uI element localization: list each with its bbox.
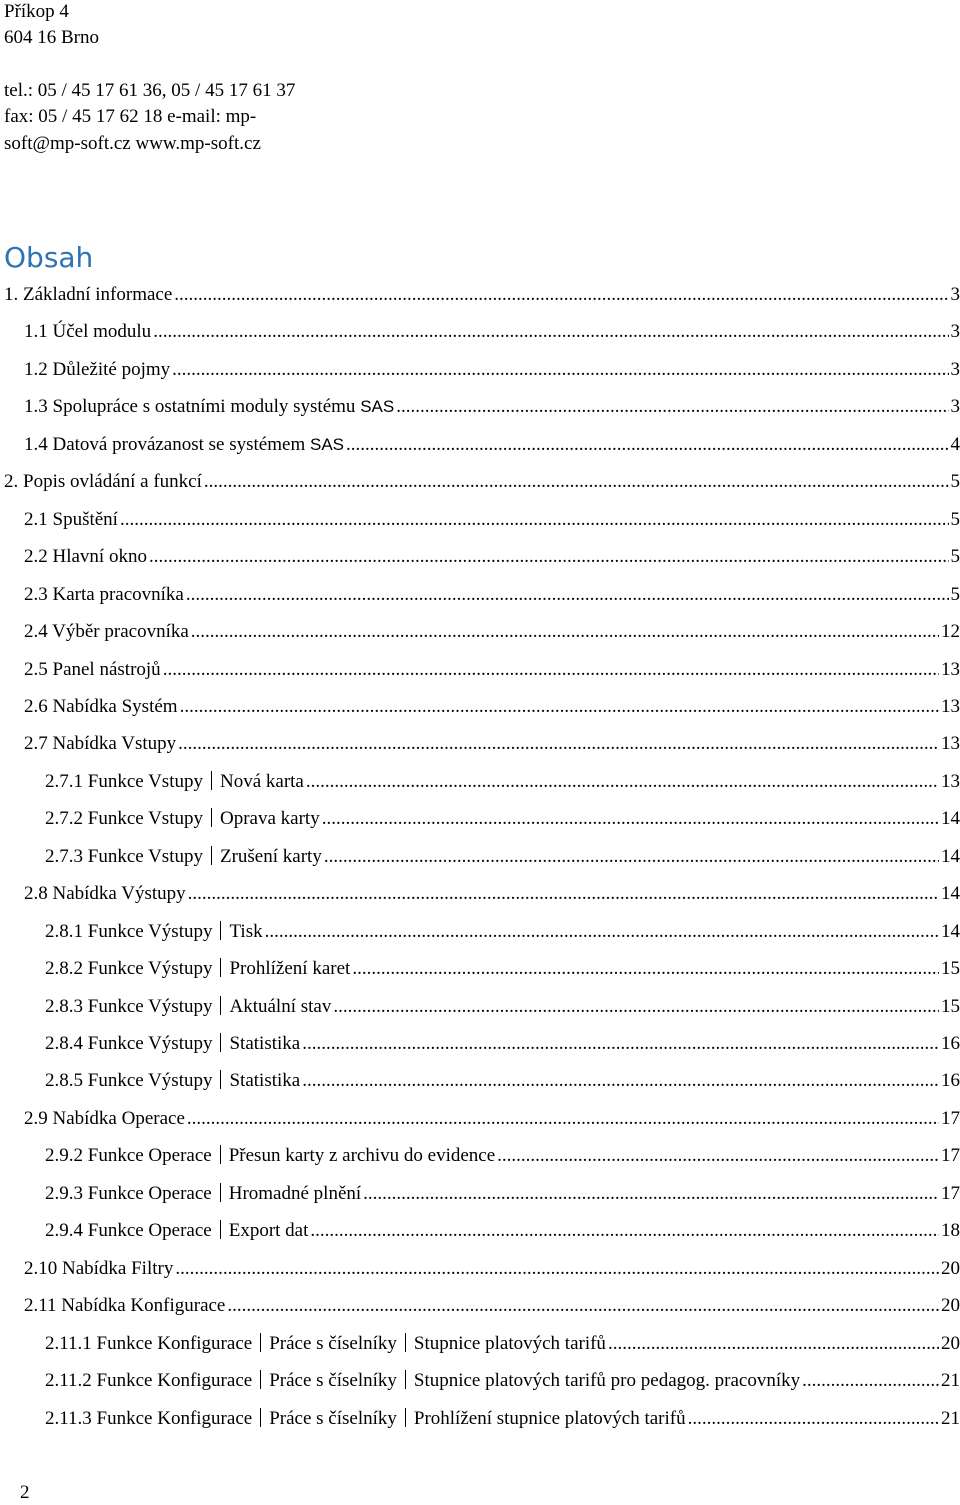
separator-bar (211, 771, 212, 790)
contact-line-3: soft@mp-soft.cz www.mp-soft.cz (4, 133, 261, 154)
toc-entry-page: 13 (941, 771, 960, 792)
separator-bar (211, 808, 212, 827)
toc-entry-page: 20 (941, 1258, 960, 1279)
toc-entry-text: 2. Popis ovládání a funkcí (4, 471, 202, 492)
toc-leader-dots (333, 996, 939, 1018)
toc-entry-text: 2.11 Nabídka Konfigurace (24, 1295, 226, 1316)
toc-entry-page: 5 (950, 509, 960, 530)
toc-leader-dots (180, 696, 939, 718)
toc-entry-text: 2.1 Spuštění (24, 509, 118, 530)
toc-leader-dots (322, 808, 939, 830)
toc-title: Obsah (4, 241, 94, 274)
toc-entry-text: 2.11.2 Funkce Konfigurace Práce s číselníky Stupnice platových tarifů pro pedagog. pracovníky (45, 1370, 801, 1391)
contact-line-2: fax: 05 / 45 17 62 18 e-mail: mp- (4, 106, 257, 127)
toc-leader-dots (802, 1370, 939, 1392)
toc-entry[interactable] (45, 1179, 960, 1205)
toc-leader-dots (227, 1295, 939, 1317)
toc-entry-text: 2.2 Hlavní okno (24, 546, 147, 567)
address-street: Příkop 4 (4, 1, 69, 22)
toc-entry[interactable] (24, 580, 960, 606)
page-number: 2 (20, 1482, 30, 1503)
toc-entry-text: 2.6 Nabídka Systém (24, 696, 178, 717)
toc-leader-dots (302, 1070, 939, 1092)
toc-leader-dots (608, 1333, 939, 1355)
toc-entry-text: 2.8 Nabídka Výstupy (24, 883, 186, 904)
toc-entry-page: 3 (950, 359, 960, 380)
toc-leader-dots (352, 958, 939, 980)
toc-entry-page: 3 (950, 396, 960, 417)
toc-entry[interactable] (4, 467, 960, 493)
contact-line-1: tel.: 05 / 45 17 61 36, 05 / 45 17 61 37 (4, 80, 296, 101)
toc-entry-page: 14 (941, 846, 960, 867)
toc-entry-page: 13 (941, 733, 960, 754)
toc-entry[interactable] (45, 954, 960, 980)
separator-bar (220, 996, 221, 1015)
toc-leader-dots (363, 1183, 939, 1205)
toc-entry[interactable] (45, 992, 960, 1018)
separator-bar (220, 1220, 221, 1239)
toc-entry-text: 2.11.1 Funkce Konfigurace Práce s číselníky Stupnice platových tarifů (45, 1333, 606, 1354)
toc-entry[interactable] (4, 280, 960, 306)
separator-bar (220, 958, 221, 977)
toc-entry[interactable] (45, 842, 960, 868)
toc-entry-text: 2.8.1 Funkce Výstupy Tisk (45, 921, 263, 942)
toc-leader-dots (149, 546, 949, 568)
toc-leader-dots (497, 1145, 939, 1167)
toc-entry-page: 13 (941, 659, 960, 680)
separator-bar (220, 1033, 221, 1052)
toc-entry[interactable] (45, 1366, 960, 1392)
toc-leader-dots (306, 771, 939, 793)
toc-entry-text: 1.1 Účel modulu (24, 321, 152, 342)
toc-entry-page: 17 (941, 1108, 960, 1129)
toc-entry-page: 14 (941, 883, 960, 904)
toc-leader-dots (188, 883, 939, 905)
toc-entry[interactable] (45, 1066, 960, 1092)
toc-entry[interactable] (24, 317, 960, 343)
toc-leader-dots (310, 1220, 939, 1242)
toc-entry-text: 2.8.5 Funkce Výstupy Statistika (45, 1070, 301, 1091)
toc-entry-page: 16 (941, 1033, 960, 1054)
toc-entry-text: 2.8.2 Funkce Výstupy Prohlížení karet (45, 958, 351, 979)
toc-entry-text: 2.7.1 Funkce Vstupy Nová karta (45, 771, 304, 792)
toc-entry-text: 2.7.2 Funkce Vstupy Oprava karty (45, 808, 320, 829)
toc-entry-text: 2.11.3 Funkce Konfigurace Práce s číselníky Prohlížení stupnice platových tarifů (45, 1408, 686, 1429)
toc-entry-page: 14 (941, 921, 960, 942)
toc-leader-dots (204, 471, 949, 493)
toc-entry[interactable] (24, 1104, 960, 1130)
toc-entry-page: 18 (941, 1220, 960, 1241)
toc-entry-page: 15 (941, 996, 960, 1017)
toc-leader-dots (172, 359, 948, 381)
toc-entry-page: 4 (950, 434, 960, 455)
toc-entry[interactable] (24, 430, 960, 456)
toc-leader-dots (153, 321, 948, 343)
toc-entry-text: 2.7 Nabídka Vstupy (24, 733, 177, 754)
toc-entry[interactable] (24, 1254, 960, 1280)
toc-entry[interactable] (45, 1329, 960, 1355)
toc-entry-text: 2.4 Výběr pracovníka (24, 621, 189, 642)
toc-entry[interactable] (45, 804, 960, 830)
toc-leader-dots (178, 733, 939, 755)
toc-entry-text: 2.8.3 Funkce Výstupy Aktuální stav (45, 996, 332, 1017)
toc-leader-dots (187, 1108, 939, 1130)
toc-entry-text: 1.2 Důležité pojmy (24, 359, 171, 380)
toc-leader-dots (396, 396, 948, 418)
toc-entry[interactable] (24, 505, 960, 531)
toc-leader-dots (186, 584, 949, 606)
toc-leader-dots (324, 846, 939, 868)
toc-leader-dots (120, 509, 949, 531)
toc-entry[interactable] (45, 1216, 960, 1242)
toc-leader-dots (174, 284, 948, 306)
toc-leader-dots (191, 621, 939, 643)
toc-entry-text: 2.8.4 Funkce Výstupy Statistika (45, 1033, 301, 1054)
toc-entry[interactable] (24, 729, 960, 755)
toc-entry[interactable] (24, 655, 960, 681)
separator-bar (211, 846, 212, 865)
toc-entry-page: 13 (941, 696, 960, 717)
toc-leader-dots (175, 1258, 939, 1280)
toc-entry-text: 2.3 Karta pracovníka (24, 584, 184, 605)
separator-bar (220, 1070, 221, 1089)
toc-entry[interactable] (45, 767, 960, 793)
toc-entry-page: 17 (941, 1183, 960, 1204)
toc-entry-page: 3 (950, 321, 960, 342)
toc-leader-dots (163, 659, 939, 681)
separator-bar (405, 1333, 406, 1352)
toc-entry-text: 2.5 Panel nástrojů (24, 659, 161, 680)
toc-entry-text: 1. Základní informace (4, 284, 173, 305)
toc-entry-page: 3 (950, 284, 960, 305)
toc-entry-text: 2.10 Nabídka Filtry (24, 1258, 174, 1279)
toc-entry-page: 12 (941, 621, 960, 642)
toc-entry-text: 2.9.2 Funkce Operace Přesun karty z archivu do evidence (45, 1145, 496, 1166)
toc-entry[interactable] (24, 542, 960, 568)
toc-entry-text: 2.9 Nabídka Operace (24, 1108, 185, 1129)
toc-entry[interactable] (45, 1029, 960, 1055)
toc-entry-text: 2.7.3 Funkce Vstupy Zrušení karty (45, 846, 322, 867)
separator-bar (260, 1370, 261, 1389)
toc-entry-page: 17 (941, 1145, 960, 1166)
toc-entry-page: 5 (950, 471, 960, 492)
separator-bar (405, 1408, 406, 1427)
toc-entry-page: 5 (950, 584, 960, 605)
toc-leader-dots (688, 1408, 939, 1430)
toc-entry-page: 16 (941, 1070, 960, 1091)
toc-entry[interactable] (24, 392, 960, 418)
toc-leader-dots (265, 921, 939, 943)
toc-entry-page: 15 (941, 958, 960, 979)
toc-entry-text: 1.4 Datová provázanost se systémem SAS (24, 434, 345, 455)
toc-entry-page: 5 (950, 546, 960, 567)
toc-entry[interactable] (45, 917, 960, 943)
toc-entry[interactable] (45, 1404, 960, 1430)
toc-entry-text: 2.9.3 Funkce Operace Hromadné plnění (45, 1183, 362, 1204)
toc-leader-dots (302, 1033, 939, 1055)
separator-bar (220, 1183, 221, 1202)
address-city: 604 16 Brno (4, 27, 99, 48)
toc-leader-dots (346, 434, 948, 456)
toc-entry[interactable] (24, 879, 960, 905)
separator-bar (220, 921, 221, 940)
toc-entry[interactable] (24, 1291, 960, 1317)
separator-bar (220, 1145, 221, 1164)
toc-entry-page: 20 (941, 1333, 960, 1354)
toc-entry[interactable] (45, 1141, 960, 1167)
toc-entry[interactable] (24, 617, 960, 643)
toc-entry-text: 2.9.4 Funkce Operace Export dat (45, 1220, 309, 1241)
toc-entry-page: 14 (941, 808, 960, 829)
toc-entry[interactable] (24, 355, 960, 381)
separator-bar (260, 1408, 261, 1427)
separator-bar (405, 1370, 406, 1389)
toc-entry-page: 21 (941, 1408, 960, 1429)
toc-entry-page: 20 (941, 1295, 960, 1316)
toc-entry-text: 1.3 Spolupráce s ostatními moduly systému SAS (24, 396, 395, 417)
toc-entry-page: 21 (941, 1370, 960, 1391)
separator-bar (260, 1333, 261, 1352)
toc-entry[interactable] (24, 692, 960, 718)
